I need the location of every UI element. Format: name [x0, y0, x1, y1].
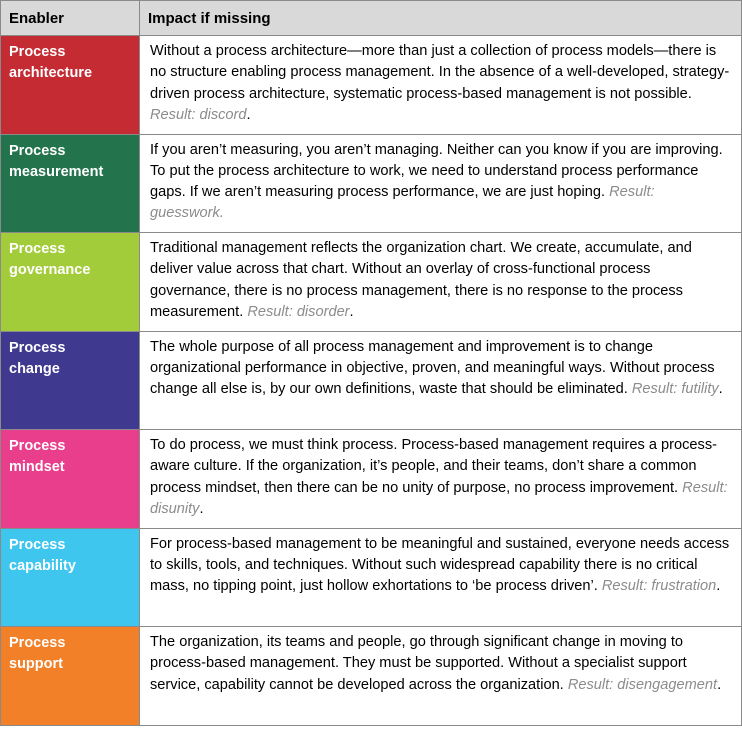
impact-text: For process-based management to be meaningful and sustained, everyone needs access to skills, tools, and techniques. Without such widespread capability there is no critical mass, no tipping point, just hollow exhortations to ‘be process driven’. — [150, 535, 730, 595]
impact-text: If you aren’t measuring, you aren’t managing. Neither can you know if you are improving. To put the process architecture to work, we need to understand process performance gaps. If we aren’t measuring process performance, we are just hoping. — [150, 141, 723, 201]
result-end: . — [349, 303, 354, 320]
table-row-4 — [1, 331, 742, 430]
enabler-name-line2: measurement — [9, 163, 104, 180]
enabler-name-line1: Process — [9, 536, 66, 553]
enabler-name-line2: architecture — [9, 65, 93, 81]
result-end: . — [716, 578, 721, 595]
result-text: Result: disunity — [150, 479, 728, 517]
result-text: Result: disorder — [247, 303, 350, 320]
impact-cell — [140, 36, 742, 135]
header-row — [1, 1, 742, 36]
result-end: . — [246, 106, 251, 123]
enabler-name-line1: Process — [9, 438, 66, 454]
impact-cell — [140, 430, 742, 529]
enabler-name-line2: capability — [9, 557, 76, 574]
impact-text: To do process, we must think process. Process-based management requires a process-aware culture. If the organization, it’s people, and their teams, don’t share a common process mindset, then there can be no unity of purpose, no process improvement. — [150, 437, 717, 496]
impact-cell — [140, 233, 742, 332]
table-row-6 — [1, 528, 742, 627]
enabler-cell — [1, 528, 140, 627]
impact-cell — [140, 528, 742, 627]
impact-cell — [140, 331, 742, 430]
table-row-7 — [1, 627, 742, 726]
header-enabler: Enabler — [1, 1, 140, 36]
table-row-3 — [1, 233, 742, 332]
enabler-name-line2: mindset — [9, 459, 65, 475]
enabler-cell — [1, 36, 140, 135]
enabler-name-line2: support — [9, 656, 63, 672]
enabler-name-line1: Process — [9, 635, 66, 651]
result-text: Result: frustration — [601, 578, 717, 595]
result-end: . — [717, 676, 722, 693]
table-row-2 — [1, 134, 742, 233]
table-row-5 — [1, 430, 742, 529]
enabler-name-line1: Process — [9, 44, 66, 60]
enabler-name-line1: Process — [9, 339, 66, 356]
enabler-cell — [1, 233, 140, 332]
table-row-1 — [1, 36, 742, 135]
impact-text: Traditional management reflects the organization chart. We create, accumulate, and deliver value across that chart. Without an overlay of cross-functional process governance, there is no process management, there is no response to the process measurement. — [150, 240, 692, 320]
result-text: Result: futility — [631, 381, 719, 398]
result-end: . — [199, 500, 204, 517]
result-end: . — [718, 381, 723, 398]
enabler-name-line2: governance — [9, 262, 91, 278]
impact-text: Without a process architecture—more than just a collection of process models—there is no structure enabling process management. In the absence of a well-developed, strategy-driven process architecture, systematic process-based management is not possible. — [150, 43, 730, 102]
header-impact: Impact if missing — [140, 1, 742, 36]
impact-cell — [140, 134, 742, 233]
impact-text: The whole purpose of all process management and improvement is to change organizational performance in objective, proven, and meaningful ways. Without process change all else is, by our own definitions, waste that should be eliminated. — [150, 338, 715, 398]
result-text: Result: guesswork. — [150, 184, 655, 222]
enabler-name-line1: Process — [9, 241, 66, 257]
result-text: Result: discord — [150, 106, 247, 123]
enabler-cell — [1, 134, 140, 233]
enabler-name-line1: Process — [9, 142, 66, 159]
enabler-cell — [1, 430, 140, 529]
table-body — [1, 36, 742, 726]
enabler-name-line2: change — [9, 360, 60, 377]
enabler-cell — [1, 627, 140, 726]
impact-text: The organization, its teams and people, go through significant change in moving to process-based management. They must be supported. Without a specialist support service, capability cannot be developed across the organization. — [150, 634, 687, 693]
result-text: Result: disengagement — [567, 676, 718, 693]
enabler-cell — [1, 331, 140, 430]
impact-cell — [140, 627, 742, 726]
